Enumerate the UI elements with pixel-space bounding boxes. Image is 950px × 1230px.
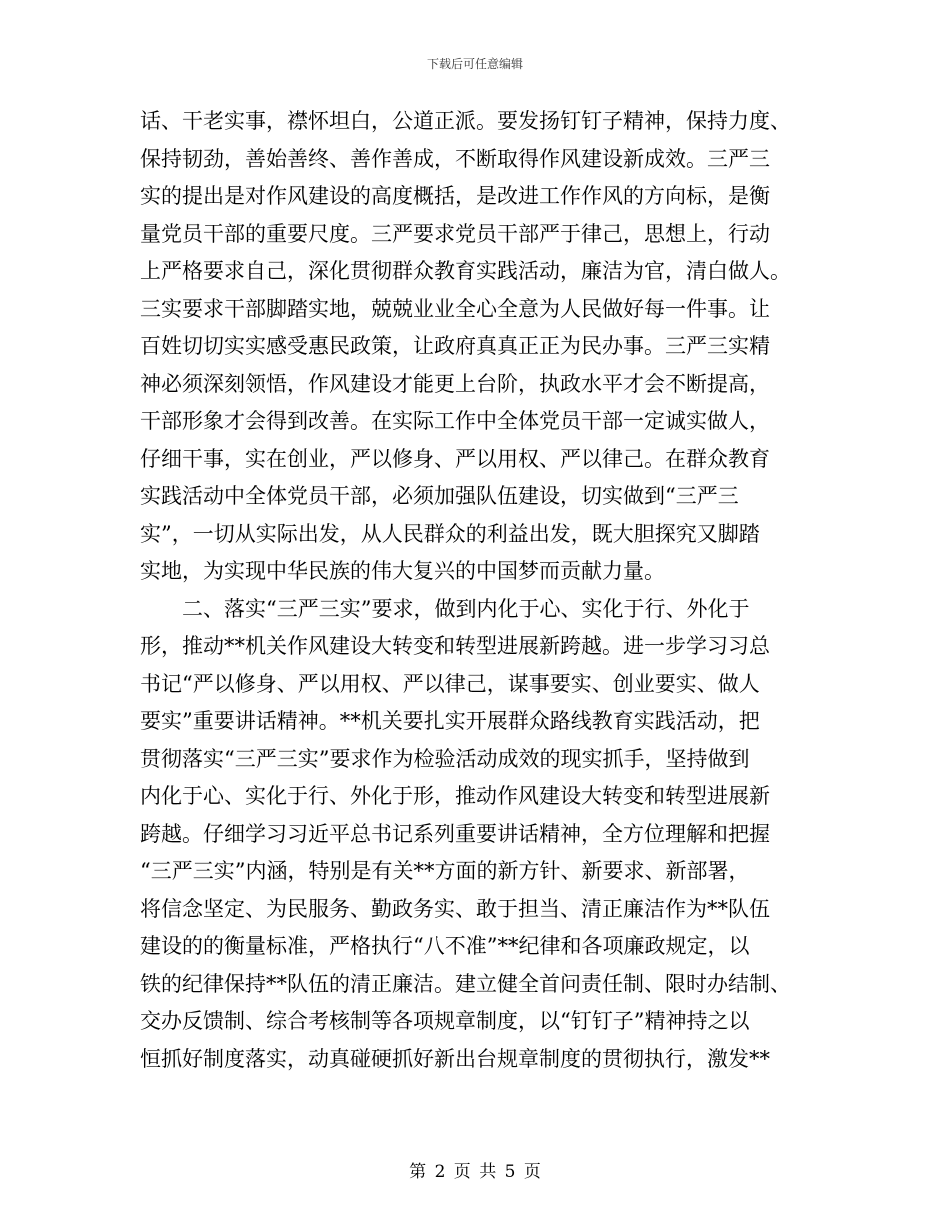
text-line: 书记“严以修身、严以用权、严以律己，谋事要实、创业要实、做人 (140, 671, 760, 696)
text-line: 要实”重要讲话精神。**机关要扎实开展群众路线教育实践活动，把 (140, 709, 760, 733)
text-line: 将信念坚定、为民服务、勤政务实、敢于担当、清正廉洁作为**队伍 (140, 896, 770, 921)
text-line: 铁的纪律保持**队伍的清正廉洁。建立健全首问责任制、限时办结制、 (140, 971, 791, 996)
text-line: 话、干老实事，襟怀坦白，公道正派。要发扬钉钉子精神，保持力度、 (140, 109, 791, 133)
text-line: 二、落实“三严三实”要求，做到内化于心、实化于行、外化于 (140, 596, 750, 621)
text-line: 内化于心、实化于行、外化于形，推动作风建设大转变和转型进展新 (140, 784, 770, 808)
text-line: 恒抓好制度落实，动真碰硬抓好新出台规章制度的贯彻执行，激发** (140, 1046, 770, 1071)
body-text (140, 103, 812, 1078)
text-line: 实”，一切从实际出发，从人民群众的利益出发，既大胆探究又脚踏 (140, 521, 760, 546)
page-footer: 第 2 页 共 5 页 (409, 1162, 541, 1182)
page-header: 下载后可任意编辑 (426, 57, 523, 71)
text-line: 贯彻落实“三严三实”要求作为检验活动成效的现实抓手，坚持做到 (140, 746, 750, 771)
text-line: 百姓切切实实感受惠民政策，让政府真真正正为民办事。三严三实精 (140, 334, 770, 358)
text-line: 上严格要求自己，深化贯彻群众教育实践活动，廉洁为官，清白做人。 (140, 259, 791, 283)
text-line: 实的提出是对作风建设的高度概括，是改进工作作风的方向标，是衡 (140, 184, 770, 208)
text-line: 形，推动**机关作风建设大转变和转型进展新跨越。进一步学习习总 (140, 634, 770, 658)
text-line: 仔细干事，实在创业，严以修身、严以用权、严以律己。在群众教育 (140, 446, 770, 471)
text-line: 干部形象才会得到改善。在实际工作中全体党员干部一定诚实做人， (140, 409, 770, 433)
text-line: 实践活动中全体党员干部，必须加强队伍建设，切实做到“三严三 (140, 484, 739, 508)
text-line: 实地，为实现中华民族的伟大复兴的中国梦而贡献力量。 (140, 559, 665, 583)
text-line: 跨越。仔细学习习近平总书记系列重要讲话精神，全方位理解和把握 (140, 821, 770, 846)
text-line: 量党员干部的重要尺度。三严要求党员干部严于律己，思想上，行动 (140, 221, 770, 246)
text-line: “三严三实”内涵，特别是有关**方面的新方针、新要求、新部署， (140, 859, 750, 883)
text-line: 交办反馈制、综合考核制等各项规章制度，以“钉钉子”精神持之以 (140, 1009, 750, 1033)
text-line: 三实要求干部脚踏实地，兢兢业业全心全意为人民做好每一件事。让 (140, 296, 770, 321)
text-line: 保持韧劲，善始善终、善作善成，不断取得作风建设新成效。三严三 (140, 146, 770, 171)
text-line: 神必须深刻领悟，作风建设才能更上台阶，执政水平才会不断提高， (140, 371, 770, 396)
text-line: 建设的的衡量标准，严格执行“八不准”**纪律和各项廉政规定，以 (140, 934, 750, 958)
